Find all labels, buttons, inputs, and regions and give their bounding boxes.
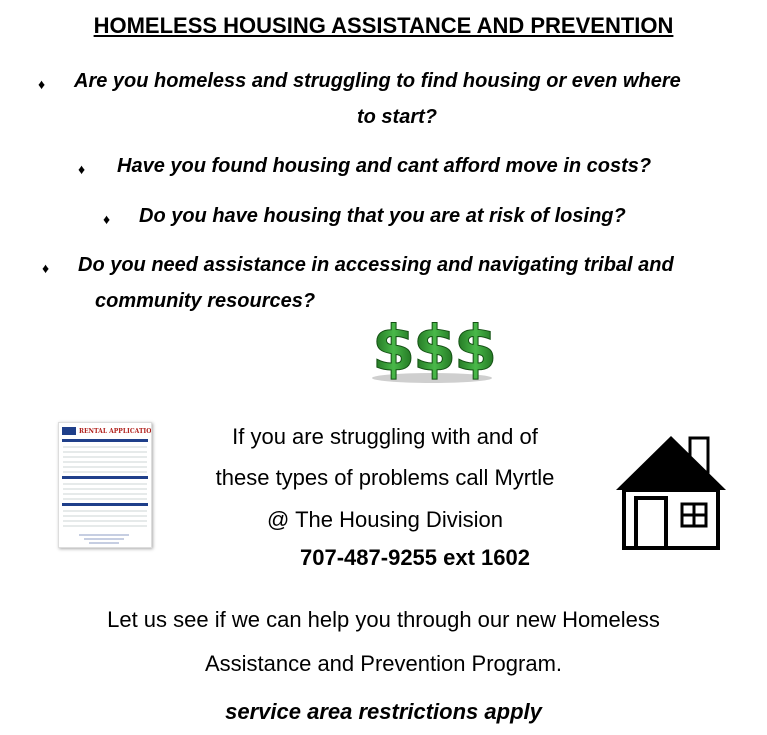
dollar-signs-icon	[368, 312, 498, 384]
bullet-icon: ♦	[42, 260, 50, 276]
question-4-line-1: Do you need assistance in accessing and navigating tribal and	[78, 254, 674, 276]
help-text-line-2: Assistance and Prevention Program.	[204, 651, 563, 676]
help-text-line-1: Let us see if we can help you through our new Homeless	[107, 607, 660, 632]
bullet-icon: ♦	[103, 211, 111, 227]
service-restriction-note: service area restrictions apply	[225, 699, 542, 724]
question-1-line-1: Are you homeless and struggling to find housing or even where	[74, 70, 681, 92]
question-4-line-2: community resources?	[95, 290, 316, 312]
bullet-icon: ♦	[38, 76, 46, 92]
question-1-line-2: to start?	[357, 106, 437, 128]
bullet-icon: ♦	[78, 161, 86, 177]
svg-text:$: $	[454, 312, 498, 384]
svg-text:$: $	[413, 312, 457, 384]
call-text-line-2: these types of problems call Myrtle	[215, 465, 555, 490]
rental-application-form-graphic	[59, 423, 151, 547]
call-text-line-1: If you are struggling with and of	[232, 424, 538, 449]
question-2: Have you found housing and cant afford move in costs?	[117, 155, 652, 177]
svg-text:$: $	[372, 312, 416, 384]
call-text-line-3: @ The Housing Division	[267, 507, 503, 532]
house-icon	[612, 432, 730, 552]
page-title: HOMELESS HOUSING ASSISTANCE AND PREVENTION	[93, 13, 674, 38]
rental-application-image	[58, 422, 152, 548]
question-3: Do you have housing that you are at risk of losing?	[139, 205, 626, 227]
phone-number: 707-487-9255 ext 1602	[300, 545, 530, 570]
help-text	[0, 598, 767, 686]
rental-application-heading: RENTAL APPLICATION	[79, 428, 151, 435]
